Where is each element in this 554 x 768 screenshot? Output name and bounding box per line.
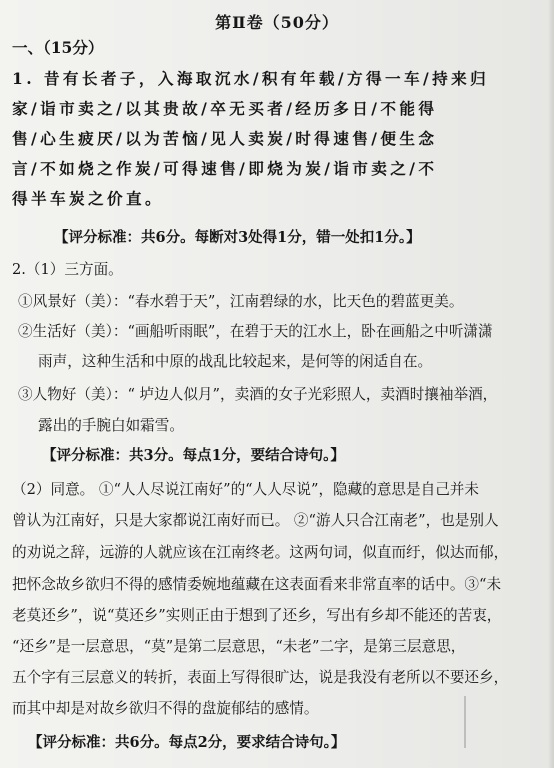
- scan-mark: [464, 696, 466, 748]
- q2-2-line-1: （2）同意。 ①“人人尽说江南好”的“人人尽说”，隐藏的意思是自己并未: [12, 481, 479, 498]
- q2-1-point-3: ③人物好（美）：“ 垆边人似月”，卖酒的女子光彩照人，卖酒时攘袖举酒，: [18, 386, 498, 403]
- q2-1-scoring-standard: 【评分标准：共3分。每点1分，要结合诗句。】: [42, 447, 345, 464]
- q2-2-line-3: 的劝说之辞，远游的人就应该在江南终老。这两句词，似直而纡，似达而郁，: [12, 544, 509, 561]
- q2-2-line-7: 五个字有三层意义的转折，表面上写得很旷达，说是我没有老所以不要还乡，: [12, 669, 509, 686]
- q2-1-heading: 2.（1）三方面。: [12, 261, 123, 278]
- q1-line-2: 家/诣市卖之/以其贵故/卒无买者/经历多日/不能得: [12, 99, 438, 118]
- section-heading: 一、（15分）: [12, 38, 104, 57]
- q2-2-line-6: “还乡”是一层意思，“莫”是第二层意思，“未老”二字，是第三层意思，: [12, 638, 466, 655]
- q2-2-line-8: 而其中却是对故乡欲归不得的盘旋郁结的感情。: [12, 700, 319, 717]
- page-edge-shadow: [548, 0, 554, 768]
- q1-line-5: 得半车炭之价直。: [12, 189, 164, 208]
- q2-2-line-2: 曾认为江南好，只是大家都说江南好而已。 ②“游人只合江南老”，也是别人: [12, 512, 499, 529]
- q1-line-3: 售/心生疲厌/以为苦恼/见人卖炭/时得速售/便生念: [12, 129, 438, 148]
- q1-line-1: 1. 昔有长者子，入海取沉水/积有年载/方得一车/持来归: [12, 69, 490, 88]
- q2-2-line-5: 老莫还乡”，说“莫还乡”实则正由于想到了还乡，写出有乡却不能还的苦衷，: [12, 607, 502, 624]
- q2-1-point-3-cont: 露出的手腕白如霜雪。: [38, 417, 184, 434]
- q2-1-point-2: ②生活好（美）：“画船听雨眠”，在碧于天的江水上，卧在画船之中听潇潇: [18, 323, 493, 340]
- q2-2-line-4: 把怀念故乡欲归不得的感情委婉地蕴藏在这表面看来非常直率的话中。③“未: [12, 576, 502, 593]
- q1-scoring-standard: 【评分标准：共6分。每断对3处得1分，错一处扣1分。】: [54, 229, 421, 246]
- q2-2-scoring-standard: 【评分标准：共6分。每点2分，要求结合诗句。】: [28, 734, 346, 751]
- q1-line-4: 言/不如烧之作炭/可得速售/即烧为炭/诣市卖之/不: [12, 159, 438, 178]
- q2-1-point-1: ①风景好（美）：“春水碧于天”，江南碧绿的水，比天色的碧蓝更美。: [18, 293, 464, 310]
- q2-1-point-2-cont: 雨声，这种生活和中原的战乱比较起来，是何等的闲适自在。: [38, 353, 433, 370]
- page-title: 第Ⅱ卷（50分）: [215, 13, 339, 32]
